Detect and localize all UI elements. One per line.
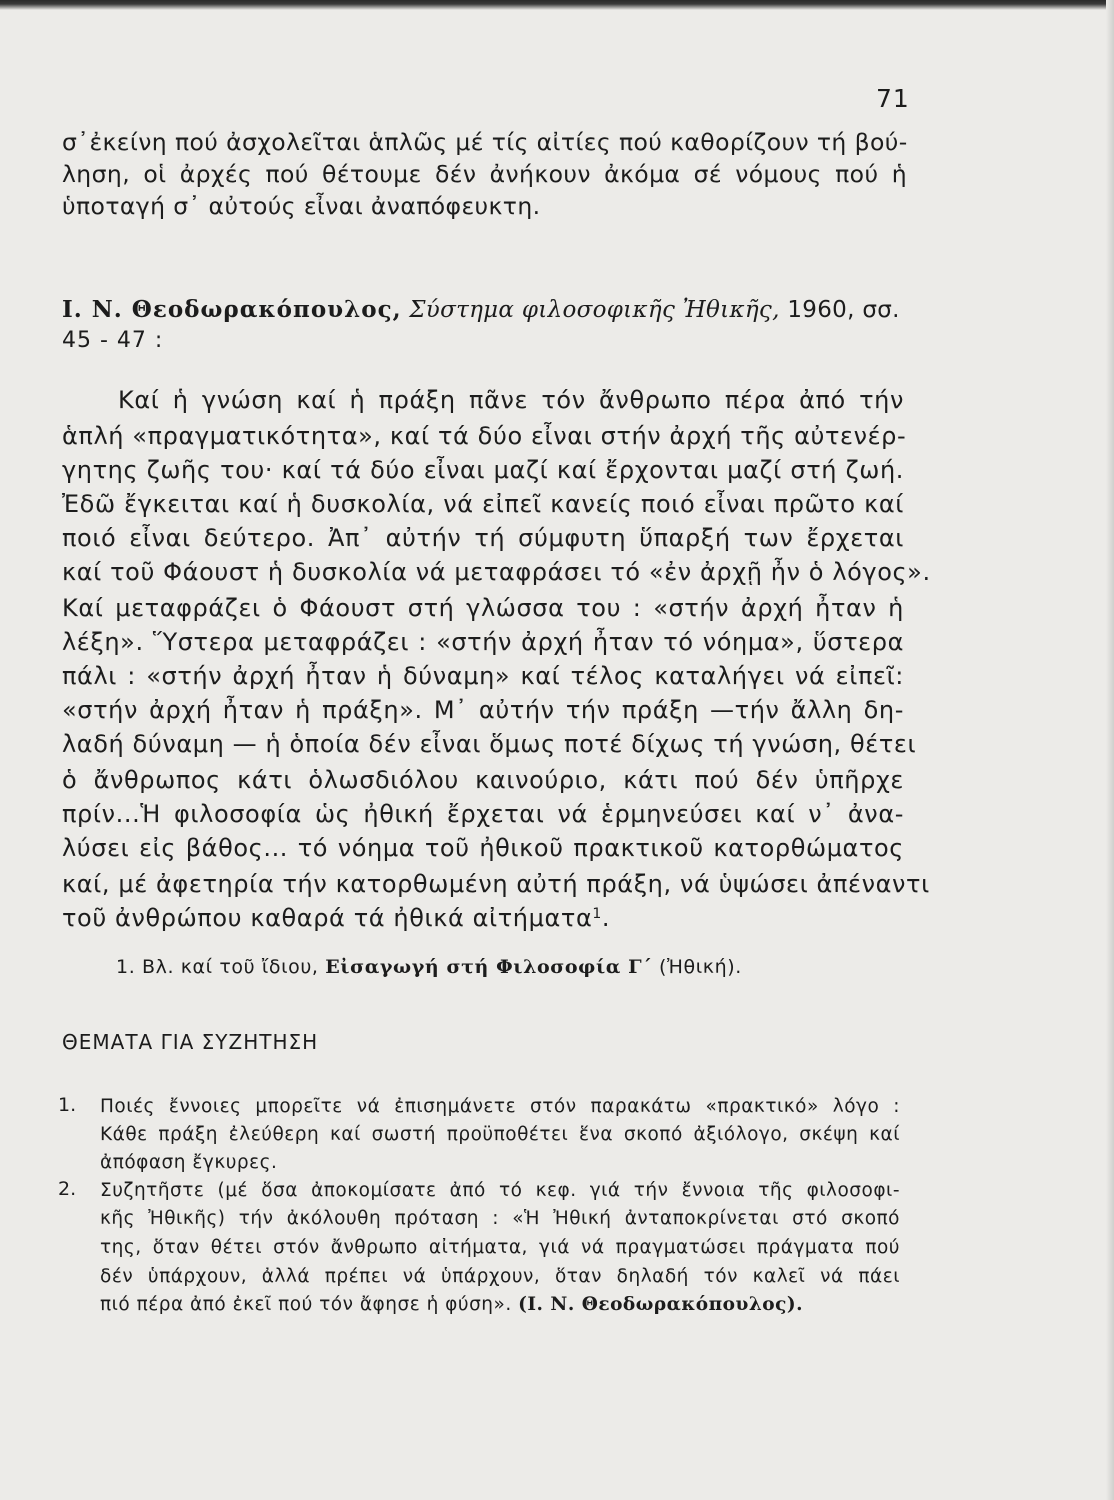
passage-line: λαδή δύναμη — ἡ ὁποία δέν εἶναι ὅμως ποτέ δίχως τή γνώση, θέτει <box>62 730 917 758</box>
question-last-line <box>100 1294 803 1315</box>
passage-line: καί τοῦ Φάουστ ἡ δυσκολία νά μεταφράσει τό «ἐν ἀρχῇ ἦν ὁ λόγος». <box>62 558 931 586</box>
passage-line: Καί μεταφράζει ὁ Φάουστ στή γλώσσα του : «στήν ἀρχή ἦταν ἡ <box>62 594 904 622</box>
footnote-suffix: (Ἠθική). <box>659 956 742 978</box>
passage-last-line: τοῦ ἀνθρώπου καθαρά τά ἠθικά αἰτήματα$^1$. <box>62 904 611 932</box>
footnote <box>116 956 742 978</box>
question-number: 1. <box>58 1094 77 1116</box>
question-line: ἀπόφαση ἔγκυρες. <box>100 1152 278 1173</box>
passage-line: τοῦ ἀνθρώπου καθαρά τά ἠθικά αἰτήματα <box>62 904 593 932</box>
passage-line: ὁ ἄνθρωπος κάτι ὁλωσδιόλου καινούριο, κάτι πού δέν ὑπῆρχε <box>62 766 904 794</box>
question-number: 2. <box>58 1178 77 1200</box>
question-line: Κάθε πράξη ἐλεύθερη καί σωστή προϋποθέτει ἕνα σκοπό ἀξιόλογο, σκέψη καί <box>100 1124 900 1145</box>
passage-line: πρίν...Ἡ φιλοσοφία ὡς ἠθική ἔρχεται νά ἑρμηνεύσει καί ν᾽ ἀνα- <box>62 800 904 828</box>
intro-line: ὑποταγή σ᾽ αὐτούς εἶναι ἀναπόφευκτη. <box>62 192 541 220</box>
passage-line: Καί ἡ γνώση καί ἡ πράξη πᾶνε τόν ἄνθρωπο πέρα ἀπό τήν <box>118 386 904 414</box>
passage-line: λέξη». Ὕστερα μεταφράζει : «στήν ἀρχή ἦταν τό νόημα», ὕστερα <box>62 628 904 656</box>
passage-line: ποιό εἶναι δεύτερο. Ἀπ᾽ αὐτήν τή σύμφυτη ὕπαρξή των ἔρχεται <box>62 524 904 552</box>
question-line: Ποιές ἔννοιες μπορεῖτε νά ἐπισημάνετε στόν παρακάτω «πρακτικό» λόγο : <box>100 1096 900 1117</box>
question-line: δέν ὑπάρχουν, ἀλλά πρέπει νά ὑπάρχουν, ὅταν δηλαδή τόν καλεῖ νά πάει <box>100 1266 900 1287</box>
passage-line: Ἐδῶ ἔγκειται καί ἡ δυσκολία, νά εἰπεῖ κανείς ποιό εἶναι πρῶτο καί <box>62 490 904 518</box>
reference-year: 1960, σσ. <box>787 297 900 323</box>
intro-line: σ᾽ἐκείνη πού ἀσχολεῖται ἁπλῶς μέ τίς αἰτίες πού καθορίζουν τή βού- <box>62 128 908 156</box>
passage-line: λύσει εἰς βάθος... τό νόημα τοῦ ἠθικοῦ πρακτικοῦ κατορθώματος <box>62 834 904 862</box>
passage-line: πάλι : «στήν ἀρχή ἦταν ἡ δύναμη» καί τέλος καταλήγει νά εἰπεῖ: <box>62 662 904 690</box>
question-line: πιό πέρα ἀπό ἐκεῖ πού τόν ἄφησε ἡ φύση». <box>100 1294 512 1315</box>
question-line: της, ὅταν θέτει στόν ἄνθρωπο αἰτήματα, γιά νά πραγματώσει πράγματα πού <box>100 1237 900 1258</box>
scan-right-edge <box>1106 0 1114 1500</box>
passage-line: καί, μέ ἀφετηρία τήν κατορθωμένη αὐτή πράξη, νά ὑψώσει ἀπέναντι <box>62 870 930 898</box>
passage-line: γητης ζωῆς του· καί τά δύο εἶναι μαζί καί ἔρχονται μαζί στή ζωή. <box>62 456 904 484</box>
reference-author: Ι. Ν. Θεοδωρακόπουλος, <box>62 296 402 323</box>
passage-line: «στήν ἀρχή ἦταν ἡ πράξη». Μ᾽ αὐτήν τήν πράξη —τήν ἄλλη δη- <box>62 696 904 724</box>
question-line: κῆς Ἠθικῆς) τήν ἀκόλουθη πρόταση : «Ἡ Ἠθική ἀνταποκρίνεται στό σκοπό <box>100 1208 900 1229</box>
reference-work: Σύστημα φιλοσοφικῆς Ἠθικῆς, <box>409 297 780 323</box>
discussion-heading: ΘΕΜΑΤΑ ΓΙΑ ΣΥΖΗΤΗΣΗ <box>62 1030 319 1054</box>
footnote-source: Εἰσαγωγή στή Φιλοσοφία Γ΄ <box>325 956 653 978</box>
question-source: (Ι. Ν. Θεοδωρακόπουλος). <box>518 1294 804 1315</box>
footnote-prefix: 1. Βλ. καί τοῦ ἴδιου, <box>116 956 319 978</box>
reference-line <box>62 296 900 323</box>
question-line: Συζητῆστε (μέ ὅσα ἀποκομίσατε ἀπό τό κεφ. γιά τήν ἔννοια τῆς φιλοσοφι- <box>100 1180 900 1201</box>
intro-line: ληση, οἱ ἀρχές πού θέτουμε δέν ἀνήκουν ἀκόμα σέ νόμους πού ἡ <box>62 160 907 188</box>
passage-line: ἁπλή «πραγματικότητα», καί τά δύο εἶναι στήν ἀρχή τῆς αὐτενέρ- <box>62 422 907 450</box>
scan-top-edge <box>0 0 1114 10</box>
footnote-marker: 1 <box>592 906 602 922</box>
page-number: 71 <box>876 84 910 113</box>
reference-pages: 45 - 47 : <box>62 328 164 353</box>
